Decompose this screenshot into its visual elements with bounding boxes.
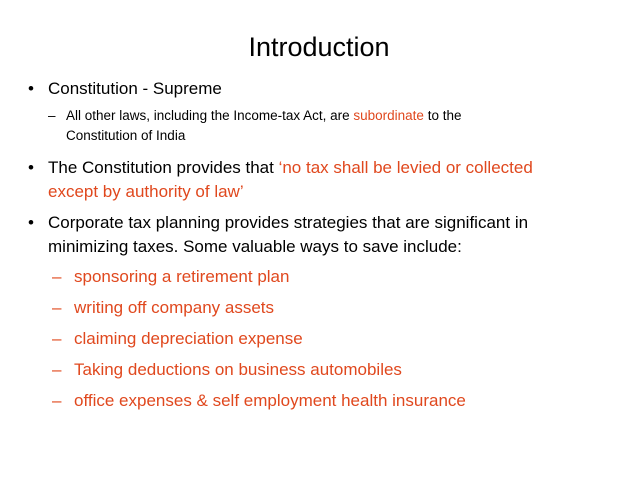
bullet-text-line2: minimizing taxes. Some valuable ways to save include: <box>48 237 462 256</box>
bullet-text <box>48 156 633 204</box>
bullet-text <box>48 211 633 259</box>
dash-icon: – <box>52 360 62 379</box>
slide-title: Introduction <box>248 32 390 62</box>
sub-bullet-text-end: to the <box>423 108 462 123</box>
dash-icon: – <box>48 108 56 123</box>
sub-bullet-text-line2: Constitution of India <box>66 128 186 143</box>
bullet-icon: • <box>28 158 34 177</box>
sub-bullet-text-start: All other laws, including the Income-tax Act, are <box>66 108 354 123</box>
bullet-text: Constitution - Supreme <box>48 79 222 98</box>
dash-icon: – <box>52 391 62 410</box>
highlight-quote-line1: ‘no tax shall be levied or collected <box>278 158 533 177</box>
sub-bullet-text <box>66 106 611 146</box>
list-item-text: claiming depreciation expense <box>74 329 303 348</box>
list-item-text: Taking deductions on business automobiles <box>74 360 402 379</box>
bullet-icon: • <box>28 79 34 98</box>
highlight-subordinate: subordinate <box>353 108 424 123</box>
highlight-quote-line2: except by authority of law’ <box>48 182 244 201</box>
bullet-icon: • <box>28 213 34 232</box>
bullet-text-line1: Corporate tax planning provides strategies that are significant in <box>48 213 529 232</box>
list-item-text: sponsoring a retirement plan <box>74 267 290 286</box>
bullet-text-plain: The Constitution provides that <box>48 158 279 177</box>
list-item-text: writing off company assets <box>74 298 274 317</box>
list-item-text: office expenses & self employment health insurance <box>74 391 466 410</box>
dash-icon: – <box>52 298 62 317</box>
dash-icon: – <box>52 267 62 286</box>
dash-icon: – <box>52 329 62 348</box>
